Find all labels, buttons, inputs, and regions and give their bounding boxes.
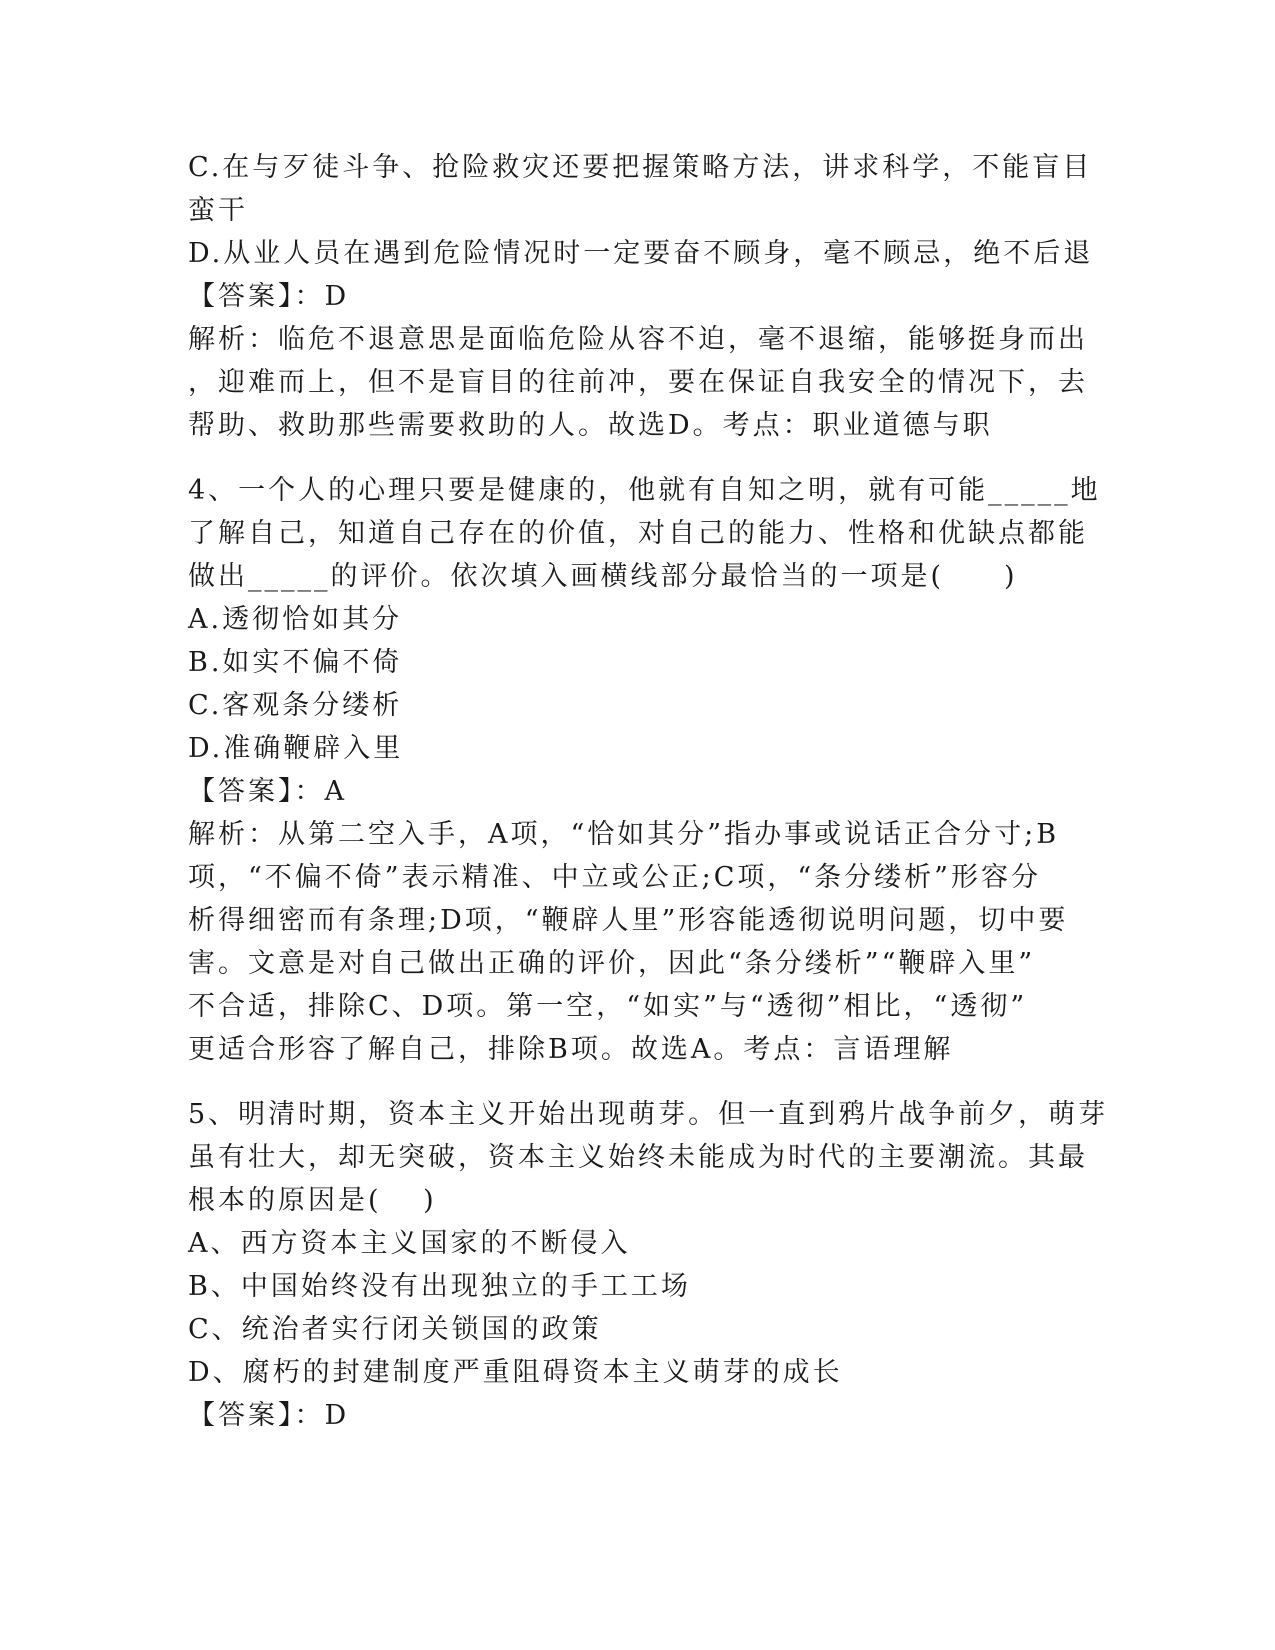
q4-answer: 【答案】：A	[188, 776, 347, 807]
q5-option-b: B、中国始终没有出现独立的手工工场	[188, 1271, 691, 1302]
q3-explanation-line1: 解析：临危不退意思是面临危险从容不迫，毫不退缩，能够挺身而出	[188, 324, 1088, 355]
q5-answer: 【答案】：D	[188, 1400, 350, 1431]
spacer	[188, 1071, 1088, 1093]
q5-stem-line1: 5、明清时期，资本主义开始出现萌芽。但一直到鸦片战争前夕，萌芽	[188, 1099, 1109, 1130]
spacer	[188, 447, 1088, 469]
q5-option-a: A、西方资本主义国家的不断侵入	[188, 1228, 631, 1259]
q3-option-c-line1: C.在与歹徒斗争、抢险救灾还要把握策略方法，讲求科学，不能盲目	[188, 152, 1093, 183]
q4-option-a: A.透彻恰如其分	[188, 604, 403, 635]
q4-explanation-line6: 更适合形容了解自己，排除B项。故选A。考点：言语理解	[188, 1034, 954, 1065]
q4-explanation-line2: 项，“不偏不倚”表示精准、中立或公正;C项，“条分缕析”形容分	[188, 862, 1041, 893]
q4-explanation-line5: 不合适，排除C、D项。第一空，“如实”与“透彻”相比，“透彻”	[188, 991, 1028, 1022]
document-page	[188, 146, 1109, 1437]
question-5	[188, 1093, 1109, 1437]
q4-option-b: B.如实不偏不倚	[188, 647, 403, 678]
q5-option-d: D、腐朽的封建制度严重阻碍资本主义萌芽的成长	[188, 1357, 843, 1388]
q4-stem-line2: 了解自己，知道自己存在的价值，对自己的能力、性格和优缺点都能	[188, 518, 1088, 549]
q3-explanation-line3: 帮助、救助那些需要救助的人。故选D。考点：职业道德与职	[188, 410, 993, 441]
q4-explanation-line4: 害。文意是对自己做出正确的评价，因此“条分缕析”“鞭辟入里”	[188, 948, 1036, 979]
q5-stem-line3: 根本的原因是( )	[188, 1185, 437, 1216]
q4-explanation-line3: 析得细密而有条理;D项，“鞭辟人里”形容能透彻说明问题，切中要	[188, 905, 1069, 936]
q4-option-c: C.客观条分缕析	[188, 690, 403, 721]
q3-explanation-line2: ，迎难而上，但不是盲目的往前冲，要在保证自我安全的情况下，去	[188, 367, 1088, 398]
q3-answer: 【答案】：D	[188, 281, 350, 312]
q4-stem-line1: 4、一个人的心理只要是健康的，他就有自知之明，就有可能_____地	[188, 475, 1101, 506]
q4-stem-line3: 做出_____的评价。依次填入画横线部分最恰当的一项是( )	[188, 561, 1018, 592]
question-3-tail	[188, 146, 1094, 447]
q5-stem-line2: 虽有壮大，却无突破，资本主义始终未能成为时代的主要潮流。其最	[188, 1142, 1088, 1173]
question-4	[188, 469, 1101, 1071]
q3-option-d: D.从业人员在遇到危险情况时一定要奋不顾身，毫不顾忌，绝不后退	[188, 238, 1094, 269]
q4-option-d: D.准确鞭辟入里	[188, 733, 404, 764]
q3-option-c-line2: 蛮干	[188, 195, 248, 226]
q5-option-c: C、统治者实行闭关锁国的政策	[188, 1314, 602, 1345]
q4-explanation-line1: 解析：从第二空入手，A项，“恰如其分”指办事或说话正合分寸;B	[188, 819, 1060, 850]
